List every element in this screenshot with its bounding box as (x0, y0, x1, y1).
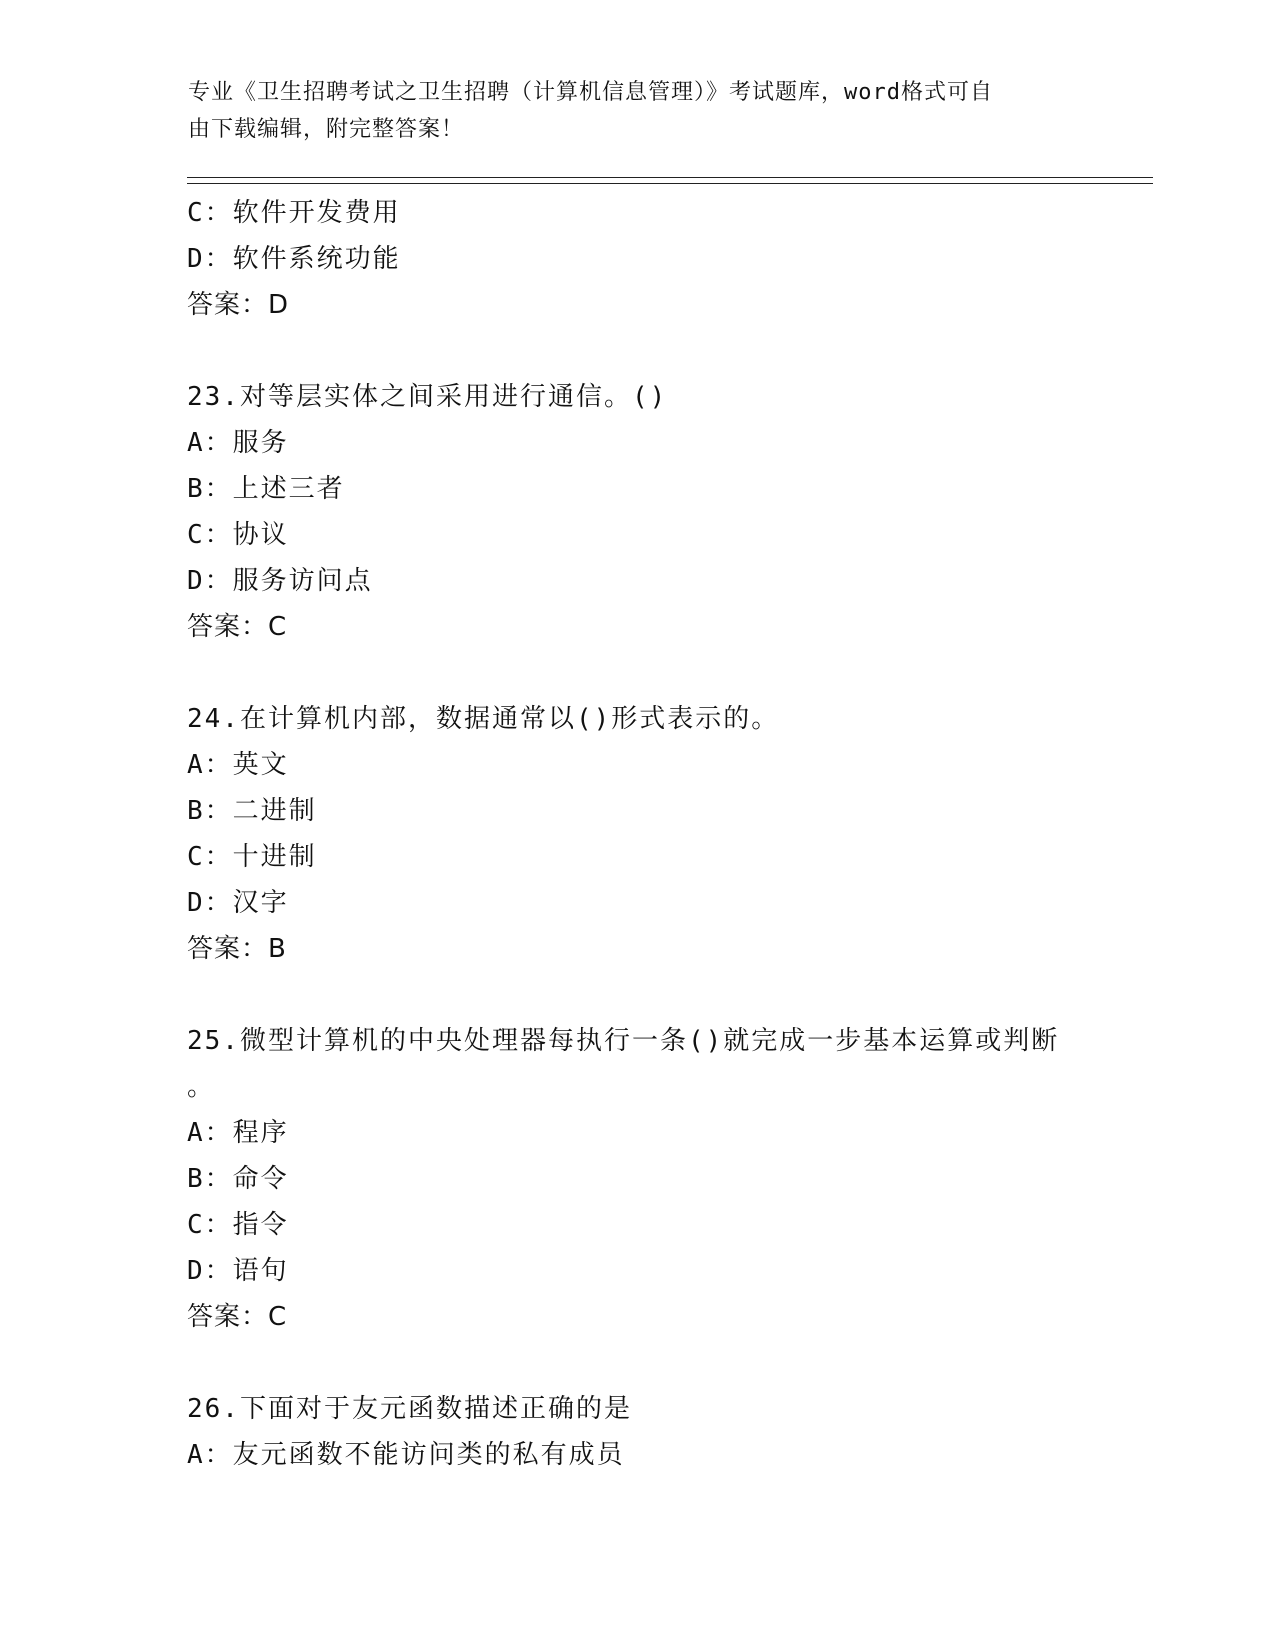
answer: 答案：C (187, 612, 288, 642)
option-a: A：英文 (187, 750, 289, 780)
question-text: 23.对等层实体之间采用进行通信。() (187, 382, 668, 412)
spacer (187, 1340, 1087, 1386)
question-list (187, 190, 1087, 1478)
option-c: C：十进制 (187, 842, 317, 872)
option-c: C：指令 (187, 1210, 289, 1240)
question-22 (187, 190, 1087, 328)
document-header (188, 74, 1088, 148)
option-b: B：二进制 (187, 796, 317, 826)
answer: 答案：C (187, 1302, 288, 1332)
spacer (187, 328, 1087, 374)
header-line-2: 由下载编辑，附完整答案！ (188, 117, 465, 142)
option-c: C：协议 (187, 520, 289, 550)
header-rule-bottom (187, 183, 1153, 184)
option-a: A：友元函数不能访问类的私有成员 (187, 1440, 625, 1470)
question-text: 24.在计算机内部，数据通常以()形式表示的。 (187, 704, 780, 734)
option-a: A：程序 (187, 1118, 289, 1148)
question-24 (187, 696, 1087, 972)
question-text-continued: 。 (187, 1072, 214, 1102)
header-line-1: 专业《卫生招聘考试之卫生招聘（计算机信息管理）》考试题库，word格式可自 (188, 80, 993, 105)
question-23 (187, 374, 1087, 650)
option-b: B：命令 (187, 1164, 289, 1194)
spacer (187, 650, 1087, 696)
spacer (187, 972, 1087, 1018)
option-a: A：服务 (187, 428, 289, 458)
option-d: D：语句 (187, 1256, 289, 1286)
question-text: 26.下面对于友元函数描述正确的是 (187, 1394, 632, 1424)
option-c: C：软件开发费用 (187, 198, 401, 228)
question-25 (187, 1018, 1087, 1340)
option-b: B：上述三者 (187, 474, 345, 504)
answer: 答案：D (187, 290, 290, 320)
question-26 (187, 1386, 1087, 1478)
header-rule-top (187, 177, 1153, 178)
answer: 答案：B (187, 934, 287, 964)
option-d: D：软件系统功能 (187, 244, 401, 274)
option-d: D：汉字 (187, 888, 289, 918)
question-text: 25.微型计算机的中央处理器每执行一条()就完成一步基本运算或判断 (187, 1026, 1060, 1056)
option-d: D：服务访问点 (187, 566, 373, 596)
